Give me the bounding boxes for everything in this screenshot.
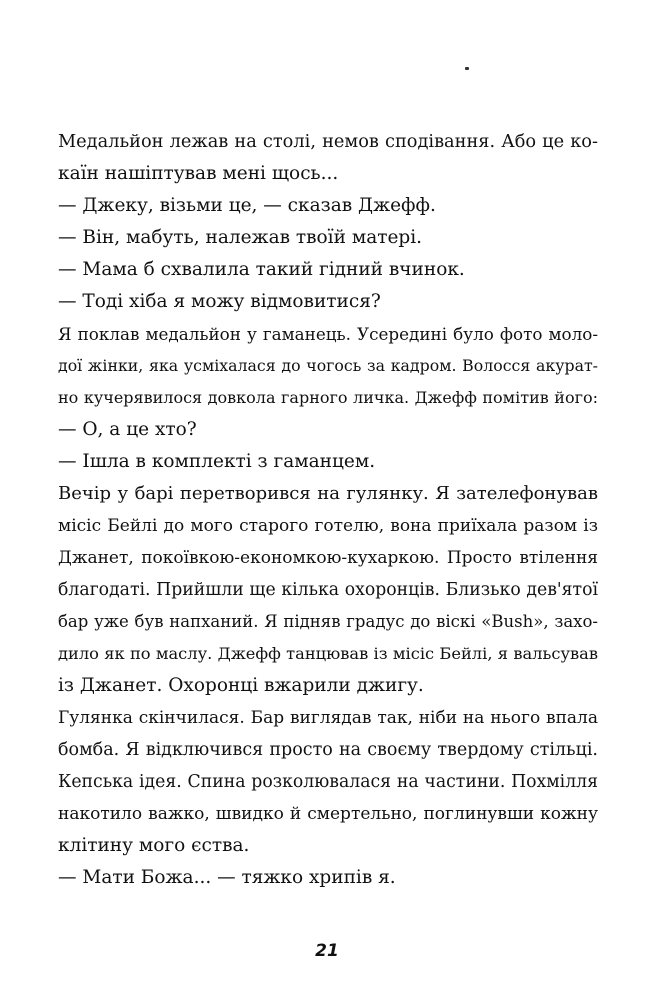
text-line: — Ішла в комплекті з гаманцем. (58, 451, 376, 472)
text-line: Джанет, покоївкою-економкою-кухаркою. Просто втілення (58, 548, 598, 568)
text-line: каїн нашіптував мені щось... (58, 163, 339, 184)
text-line: — Мати Божа... — тяжко хрипів я. (58, 867, 396, 888)
text-line: накотило важко, швидко й смертельно, поглинувши кожну (58, 804, 598, 824)
text-line: — Тоді хіба я можу відмовитися? (58, 291, 381, 312)
scan-speck (465, 67, 469, 70)
text-line: но кучерявилося довкола гарного личка. Джефф помітив його: (58, 388, 598, 407)
text-line: дої жінки, яка усміхалася до чогось за кадром. Волосся акурат- (58, 356, 598, 375)
text-line: Кепська ідея. Спина розколювалася на частини. Похмілля (58, 772, 598, 792)
text-line: бар уже був напханий. Я підняв градус до віскі «Bush», захо- (58, 612, 598, 631)
page-body (58, 126, 598, 894)
text-line: бомба. Я відключився просто на своєму твердому стільці. (58, 740, 598, 760)
text-line: клітину мого єства. (58, 835, 250, 856)
text-line: дило як по маслу. Джефф танцював із місіс Бейлі, я вальсував (58, 644, 598, 663)
text-line: — Мама б схвалила такий гідний вчинок. (58, 259, 465, 280)
page-number: 21 (315, 941, 339, 961)
text-line: місіс Бейлі до мого старого готелю, вона приїхала разом із (58, 516, 598, 536)
text-line: Гулянка скінчилася. Бар виглядав так, ніби на нього впала (58, 708, 598, 728)
text-line: — Він, мабуть, належав твоїй матері. (58, 227, 423, 248)
text-line: Медальйон лежав на столі, немов сподівання. Або це ко- (58, 132, 598, 152)
text-line: благодаті. Прийшли ще кілька охоронців. Близько дев'ятої (58, 580, 598, 600)
text-line: Вечір у барі перетворився на гулянку. Я зателефонував (58, 483, 598, 504)
text-line: Я поклав медальйон у гаманець. Усередині було фото моло- (58, 324, 598, 344)
text-line: — О, а це хто? (58, 419, 197, 440)
text-line: із Джанет. Охоронці вжарили джигу. (58, 675, 424, 696)
text-line: — Джеку, візьми це, — сказав Джефф. (58, 195, 436, 216)
